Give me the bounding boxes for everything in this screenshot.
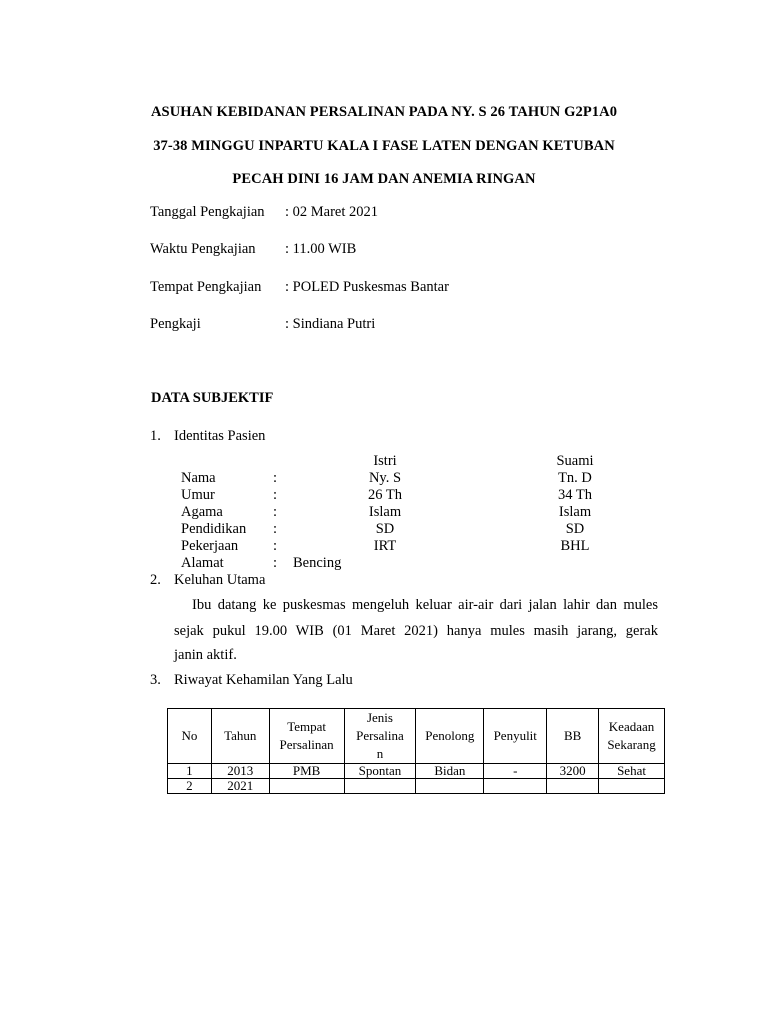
identitas-colon: : — [273, 538, 278, 554]
identitas-istri-value: SD — [375, 521, 395, 537]
identitas-label: Umur — [181, 487, 215, 503]
header-bb: BB — [547, 709, 599, 764]
cell-tahun: 2021 — [211, 779, 269, 794]
cell-tempat — [269, 779, 344, 794]
identitas-alamat-row — [0, 555, 768, 572]
identitas-colon: : — [273, 521, 278, 537]
info-label-tanggal: Tanggal Pengkajian — [150, 204, 265, 220]
header-tempat-persalinan: Tempat Persalinan — [269, 709, 344, 764]
title-line-3: PECAH DINI 16 JAM DAN ANEMIA RINGAN — [232, 171, 536, 187]
info-value-pengkaji: : Sindiana Putri — [285, 316, 376, 332]
identitas-suami-value: 34 Th — [558, 487, 592, 503]
cell-bb — [547, 779, 599, 794]
identitas-suami-value: BHL — [560, 538, 590, 554]
info-label-pengkaji: Pengkaji — [150, 316, 201, 332]
identitas-label: Pekerjaan — [181, 538, 239, 554]
identitas-suami-value: Tn. D — [558, 470, 592, 486]
identitas-label: Nama — [181, 470, 216, 486]
cell-jenis: Spontan — [344, 764, 416, 779]
title-line-1: ASUHAN KEBIDANAN PERSALINAN PADA NY. S 26 TAHUN G2P1A0 — [150, 104, 618, 120]
cell-penolong: Bidan — [416, 764, 484, 779]
keluhan-line-3: janin aktif. — [174, 647, 237, 663]
identitas-row — [0, 521, 768, 538]
keluhan-line-1: Ibu datang ke puskesmas mengeluh keluar air-air dari jalan lahir dan mules — [192, 597, 658, 613]
alamat-label: Alamat — [181, 555, 224, 571]
header-keadaan-sekarang: Keadaan Sekarang — [599, 709, 665, 764]
riwayat-table — [167, 708, 665, 794]
cell-penyulit: - — [484, 764, 547, 779]
header-penolong: Penolong — [416, 709, 484, 764]
identitas-istri-value: Islam — [368, 504, 402, 520]
cell-tahun: 2013 — [211, 764, 269, 779]
info-value-waktu: : 11.00 WIB — [285, 241, 357, 257]
title-line-2: 37-38 MINGGU INPARTU KALA I FASE LATEN DENGAN KETUBAN — [153, 138, 615, 154]
info-label-waktu: Waktu Pengkajian — [150, 241, 256, 257]
keluhan-line-2: sejak pukul 19.00 WIB (01 Maret 2021) hanya mules masih jarang, gerak — [174, 623, 658, 639]
header-penyulit: Penyulit — [484, 709, 547, 764]
cell-penyulit — [484, 779, 547, 794]
cell-no: 2 — [168, 779, 212, 794]
identitas-number: 1. — [150, 428, 161, 444]
info-value-tanggal: : 02 Maret 2021 — [285, 204, 379, 220]
keluhan-number: 2. — [150, 572, 161, 588]
alamat-colon: : — [273, 555, 278, 571]
header-istri: Istri — [373, 453, 397, 469]
identitas-label: Agama — [181, 504, 223, 520]
identitas-row — [0, 470, 768, 487]
identitas-suami-value: SD — [565, 521, 585, 537]
header-tahun: Tahun — [211, 709, 269, 764]
identitas-colon: : — [273, 470, 278, 486]
header-jenis-persalinan: Jenis Persalina n — [344, 709, 416, 764]
riwayat-title: Riwayat Kehamilan Yang Lalu — [174, 672, 353, 688]
cell-keadaan — [599, 779, 665, 794]
identitas-row — [0, 504, 768, 521]
header-suami: Suami — [556, 453, 594, 469]
cell-no: 1 — [168, 764, 212, 779]
identitas-istri-value: IRT — [373, 538, 397, 554]
table-row — [168, 779, 665, 794]
identitas-colon: : — [273, 487, 278, 503]
identitas-row — [0, 487, 768, 504]
info-label-tempat: Tempat Pengkajian — [150, 279, 262, 295]
cell-bb: 3200 — [547, 764, 599, 779]
keluhan-title: Keluhan Utama — [174, 572, 266, 588]
table-header-row — [168, 709, 665, 764]
cell-penolong — [416, 779, 484, 794]
identitas-istri-value: Ny. S — [368, 470, 402, 486]
identitas-colon: : — [273, 504, 278, 520]
table-row — [168, 764, 665, 779]
identitas-title: Identitas Pasien — [174, 428, 266, 444]
cell-tempat: PMB — [269, 764, 344, 779]
alamat-value: Bencing — [293, 555, 342, 571]
cell-keadaan: Sehat — [599, 764, 665, 779]
header-no: No — [168, 709, 212, 764]
identitas-row — [0, 538, 768, 555]
identitas-header-row — [0, 453, 768, 470]
identitas-suami-value: Islam — [558, 504, 592, 520]
identitas-label: Pendidikan — [181, 521, 247, 537]
riwayat-number: 3. — [150, 672, 161, 688]
cell-jenis — [344, 779, 416, 794]
section-title: DATA SUBJEKTIF — [151, 390, 274, 406]
info-value-tempat: : POLED Puskesmas Bantar — [285, 279, 449, 295]
identitas-istri-value: 26 Th — [368, 487, 402, 503]
